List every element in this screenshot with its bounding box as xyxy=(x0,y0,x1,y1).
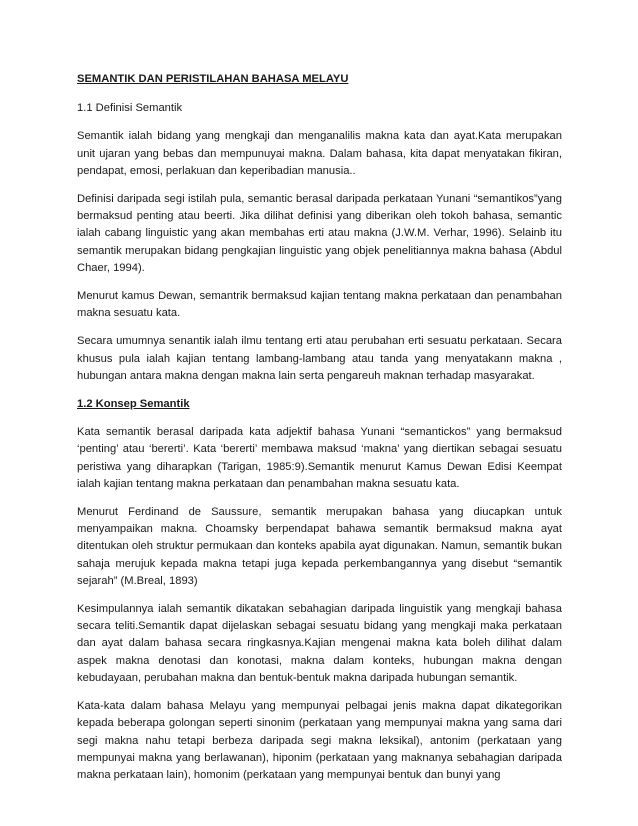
paragraph: Kesimpulannya ialah semantik dikatakan sebahagian daripada linguistik yang mengkaji bahasa secara teliti.Semantik dapat dijelaskan sebagai sesuatu bidang yang mengkaji maka perkataan dan ayat dalam bahasa secara ringkasnya.Kajian mengenai makna kata boleh dilihat dalam aspek makna denotasi dan konotasi, makna dalam konteks, hubungan makna dengan kebudayaan, perubahan makna dan bentuk-bentuk makna daripada hubungan semantik. xyxy=(77,603,562,684)
section-heading-konsep: 1.2 Konsep Semantik xyxy=(77,398,190,411)
paragraph: Definisi daripada segi istilah pula, semantic berasal daripada perkataan Yunani “semantikos”yang bermaksud penting atau beerti. Jika dilihat definisi yang diberikan oleh tokoh bahasa, semantic ialah cabang linguistic yang akan membahas erti atau makna (J.W.M. Verhar, 1996). Selainb itu semantik merupakan bidang pengkajian linguistic yang objek penelitiannya makna bahasa (Abdul Chaer, 1994). xyxy=(77,193,562,274)
paragraph: Semantik ialah bidang yang mengkaji dan menganalilis makna kata dan ayat.Kata merupakan unit ujaran yang bebas dan mempunuyai makna. Dalam bahasa, kita dapat menyatakan fikiran, pendapat, emosi, perlakuan dan keperibadian manusia.. xyxy=(77,130,562,177)
paragraph: Kata semantik berasal daripada kata adjektif bahasa Yunani “semantickos” yang bermaksud ‘penting’ atau ‘bererti’. Kata ‘bererti’ membawa maksud ‘makna’ yang diertikan sebagai sesuatu peristiwa yang diharapkan (Tarigan, 1985:9).Semantik menurut Kamus Dewan Edisi Keempat ialah kajian tentang makna perkataan dan penambahan makna sesuatu kata. xyxy=(77,426,562,490)
paragraph: Kata-kata dalam bahasa Melayu yang mempunyai pelbagai jenis makna dapat dikategorikan kepada beberapa golongan seperti sinonim (perkataan yang mempunyai makna yang sama dari segi makna nahu tetapi berbeza daripada segi makna leksikal), antonim (perkataan yang mempunyai makna yang berlawanan), hiponim (perkataan yang maknanya sebahagian daripada makna perkataan lain), homonim (perkataan yang mempunyai bentuk dan bunyi yang xyxy=(77,700,562,781)
paragraph: Secara umumnya senantik ialah ilmu tentang erti atau perubahan erti sesuatu perkataan. Secara khusus pula ialah kajian tentang lambang-lambang atau tanda yang menyatakann makna , hubungan antara makna dengan makna lain serta pengareuh maknan terhadap masyarakat. xyxy=(77,335,562,382)
paragraph: Menurut kamus Dewan, semantrik bermaksud kajian tentang makna perkataan dan penambahan makna sesuatu kata. xyxy=(77,290,562,320)
section-heading-definisi: 1.1 Definisi Semantik xyxy=(77,102,183,115)
document-body xyxy=(77,71,562,795)
paragraph: Menurut Ferdinand de Saussure, semantik merupakan bahasa yang diucapkan untuk menyampaikan makna. Choamsky berpendapat bahawa semantik bermaksud makna ayat ditentukan oleh struktur permukaan dan konteks apabila ayat digunakan. Namun, semantik bukan sahaja merujuk kepada makna tetapi juga kepada perkembangannya yang disebut “semantik sejarah” (M.Breal, 1893) xyxy=(77,506,562,587)
document-title: SEMANTIK DAN PERISTILAHAN BAHASA MELAYU xyxy=(77,73,349,85)
